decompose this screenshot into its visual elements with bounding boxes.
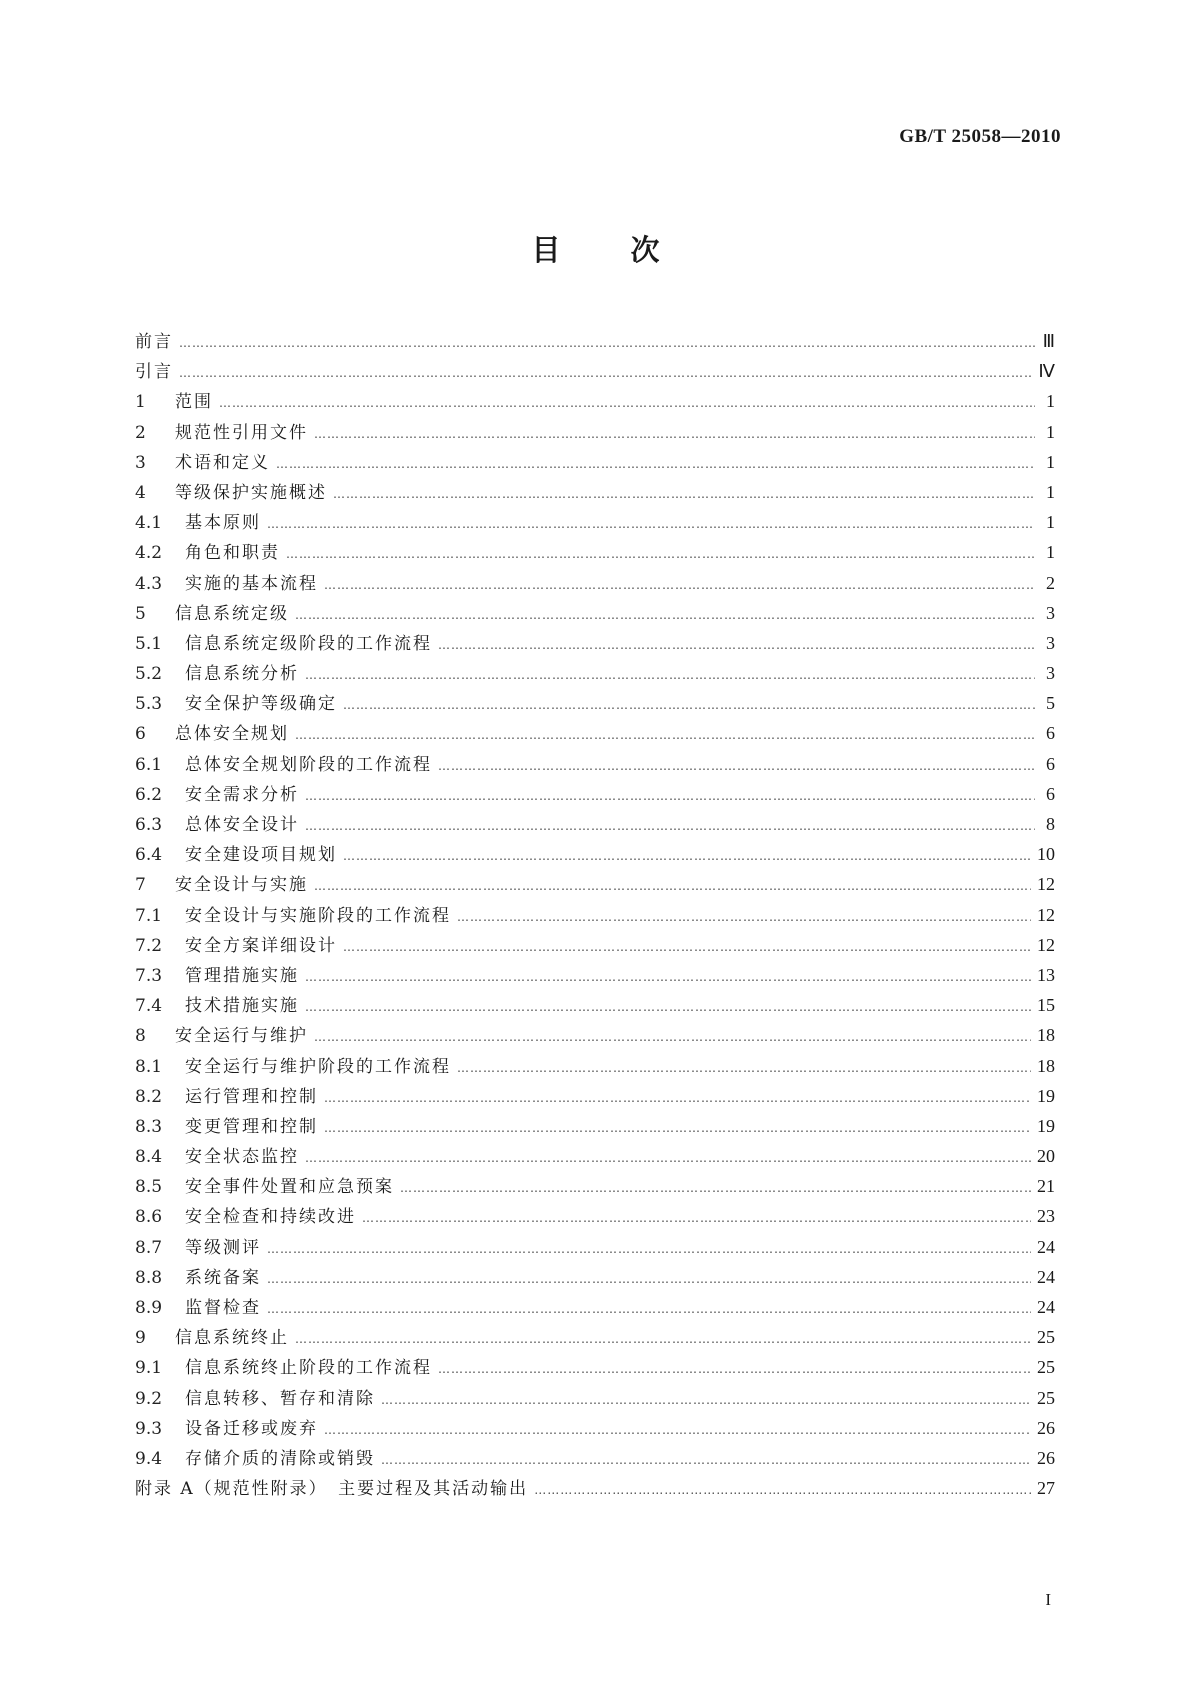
- toc-entry[interactable]: [135, 386, 1055, 416]
- toc-entry-page: 15: [1037, 995, 1055, 1016]
- toc-entry[interactable]: [135, 1111, 1055, 1141]
- toc-entry-number: 4.1: [135, 513, 163, 534]
- toc-leader-dots: [438, 630, 1035, 660]
- toc-leader-dots: [305, 1143, 1031, 1173]
- toc-leader-dots: [314, 419, 1035, 449]
- toc-entry[interactable]: [135, 1171, 1055, 1201]
- toc-entry-number: 8.9: [135, 1298, 163, 1318]
- toc-leader-dots: [324, 1083, 1031, 1113]
- toc-entry-title: 安全检查和持续改进: [185, 1207, 356, 1228]
- toc-entry-page: 25: [1037, 1357, 1055, 1378]
- toc-leader-dots: [286, 539, 1035, 569]
- toc-leader-dots: [267, 1264, 1031, 1294]
- toc-entry-title: 引言: [135, 362, 173, 383]
- toc-leader-dots: [438, 751, 1035, 781]
- toc-entry[interactable]: [135, 1383, 1055, 1413]
- toc-entry-title: 等级测评: [185, 1237, 261, 1258]
- toc-entry-number: 9.3: [135, 1418, 163, 1439]
- toc-entry[interactable]: [135, 779, 1055, 809]
- toc-entry-number: 2: [135, 422, 146, 443]
- toc-entry-page: 1: [1046, 481, 1055, 502]
- toc-entry[interactable]: [135, 1262, 1055, 1292]
- toc-entry[interactable]: [135, 1232, 1055, 1262]
- toc-leader-dots: [400, 1173, 1031, 1203]
- toc-entry[interactable]: [135, 990, 1055, 1020]
- toc-entry-page: 10: [1037, 844, 1055, 865]
- toc-entry-page: 24: [1037, 1297, 1055, 1317]
- toc-entry-title: 安全方案详细设计: [185, 935, 337, 956]
- toc-entry-page: Ⅲ: [1042, 331, 1055, 351]
- toc-entry[interactable]: [135, 839, 1055, 869]
- toc-entry-page: 12: [1037, 934, 1055, 955]
- toc-entry-title: 附录 A（规范性附录） 主要过程及其活动输出: [135, 1479, 529, 1500]
- toc-entry-title: 安全事件处置和应急预案: [185, 1177, 394, 1198]
- toc-entry-title: 术语和定义: [175, 452, 270, 473]
- toc-entry-page: 8: [1046, 814, 1055, 834]
- toc-entry-page: 13: [1037, 964, 1055, 985]
- toc-leader-dots: [534, 1475, 1031, 1505]
- toc-entry[interactable]: [135, 1081, 1055, 1111]
- toc-entry-title: 安全设计与实施阶段的工作流程: [185, 905, 451, 926]
- toc-leader-dots: [314, 1022, 1031, 1052]
- toc-leader-dots: [305, 660, 1035, 690]
- toc-leader-dots: [305, 992, 1031, 1022]
- toc-entry[interactable]: [135, 1201, 1055, 1231]
- toc-entry-title: 运行管理和控制: [185, 1086, 318, 1107]
- toc-entry-page: 26: [1037, 1447, 1055, 1468]
- toc-entry-page: 1: [1046, 451, 1055, 472]
- toc-entry[interactable]: [135, 688, 1055, 718]
- toc-entry-number: 8.3: [135, 1116, 163, 1137]
- toc-entry-title: 信息系统终止阶段的工作流程: [185, 1358, 432, 1379]
- toc-entry-number: 8.2: [135, 1086, 163, 1107]
- toc-entry-number: 5.3: [135, 694, 163, 715]
- toc-leader-dots: [179, 328, 1035, 358]
- toc-entry-number: 8.7: [135, 1237, 163, 1258]
- toc-entry-page: 19: [1037, 1115, 1055, 1136]
- toc-entry-number: 8.5: [135, 1177, 163, 1198]
- toc-entry-number: 7.4: [135, 996, 163, 1017]
- toc-entry-title: 实施的基本流程: [185, 573, 318, 594]
- toc-entry-title: 存储介质的清除或销毁: [185, 1448, 375, 1469]
- toc-leader-dots: [343, 690, 1035, 720]
- toc-entry[interactable]: [135, 1443, 1055, 1473]
- toc-entry[interactable]: [135, 869, 1055, 899]
- toc-entry[interactable]: [135, 1473, 1055, 1503]
- toc-entry-page: 24: [1037, 1236, 1055, 1257]
- toc-leader-dots: [267, 1294, 1031, 1324]
- toc-entry-number: 1: [135, 392, 146, 413]
- toc-leader-dots: [305, 811, 1035, 841]
- toc-entry[interactable]: [135, 1141, 1055, 1171]
- toc-leader-dots: [314, 871, 1031, 901]
- toc-entry-page: 27: [1037, 1478, 1055, 1499]
- toc-entry-title: 技术措施实施: [185, 996, 299, 1017]
- toc-entry[interactable]: [135, 1292, 1055, 1322]
- toc-entry-number: 7.3: [135, 965, 163, 986]
- toc-entry-page: 3: [1046, 632, 1055, 653]
- toc-entry-title: 总体安全设计: [185, 815, 299, 835]
- toc-entry[interactable]: [135, 718, 1055, 748]
- toc-entry-page: 18: [1037, 1025, 1055, 1046]
- toc-entry[interactable]: [135, 477, 1055, 507]
- toc-entry-number: 7: [135, 875, 146, 896]
- toc-entry-page: 6: [1046, 753, 1055, 774]
- toc-entry-page: 5: [1046, 693, 1055, 714]
- toc-entry-title: 安全需求分析: [185, 784, 299, 805]
- toc-entry[interactable]: [135, 447, 1055, 477]
- toc-leader-dots: [381, 1385, 1031, 1415]
- toc-entry-title: 等级保护实施概述: [175, 482, 327, 503]
- toc-title: 目次: [531, 233, 730, 267]
- toc-entry-title: 监督检查: [185, 1298, 261, 1318]
- toc-entry-page: 3: [1046, 663, 1055, 684]
- toc-leader-dots: [324, 1415, 1031, 1445]
- toc-entry-title: 信息系统定级: [175, 603, 289, 624]
- toc-entry[interactable]: [135, 1051, 1055, 1081]
- toc-entry-number: 6.3: [135, 815, 163, 835]
- toc-leader-dots: [362, 1203, 1031, 1233]
- toc-entry-title: 前言: [135, 332, 173, 352]
- toc-entry[interactable]: [135, 1413, 1055, 1443]
- toc-entry[interactable]: [135, 900, 1055, 930]
- toc-entry[interactable]: [135, 749, 1055, 779]
- toc-entry[interactable]: [135, 809, 1055, 839]
- table-of-contents: [135, 326, 1055, 1503]
- toc-entry-number: 6.1: [135, 754, 163, 775]
- toc-leader-dots: [457, 902, 1031, 932]
- toc-entry[interactable]: [135, 568, 1055, 598]
- toc-entry[interactable]: [135, 417, 1055, 447]
- toc-entry-title: 系统备案: [185, 1267, 261, 1288]
- toc-entry-number: 7.1: [135, 905, 163, 926]
- toc-entry-page: 26: [1037, 1417, 1055, 1438]
- toc-entry-page: 24: [1037, 1266, 1055, 1287]
- toc-entry-page: 18: [1037, 1055, 1055, 1076]
- toc-leader-dots: [295, 600, 1035, 630]
- toc-entry-number: 9.4: [135, 1448, 163, 1469]
- toc-entry-number: 9.2: [135, 1388, 163, 1409]
- toc-entry-page: 1: [1046, 542, 1055, 563]
- toc-entry-page: 20: [1037, 1146, 1055, 1167]
- toc-entry-page: 21: [1037, 1176, 1055, 1197]
- toc-entry-number: 5.1: [135, 633, 163, 654]
- toc-entry-number: 8.6: [135, 1207, 163, 1228]
- toc-entry-page: 3: [1046, 602, 1055, 623]
- toc-leader-dots: [381, 1445, 1031, 1475]
- toc-entry-title: 信息转移、暂存和清除: [185, 1388, 375, 1409]
- toc-entry-page: Ⅳ: [1038, 361, 1055, 382]
- toc-leader-dots: [305, 781, 1035, 811]
- toc-entry-number: 6.4: [135, 845, 163, 866]
- toc-entry-title: 范围: [175, 392, 213, 413]
- toc-leader-dots: [219, 388, 1035, 418]
- toc-entry-page: 23: [1037, 1206, 1055, 1227]
- toc-leader-dots: [179, 358, 1032, 388]
- toc-entry-number: 7.2: [135, 935, 163, 956]
- toc-entry-title: 安全状态监控: [185, 1147, 299, 1168]
- toc-entry[interactable]: [135, 598, 1055, 628]
- toc-entry[interactable]: [135, 356, 1055, 386]
- toc-entry-page: 19: [1037, 1085, 1055, 1106]
- toc-entry-title: 规范性引用文件: [175, 422, 308, 443]
- toc-entry-title: 设备迁移或废弃: [185, 1418, 318, 1439]
- toc-entry[interactable]: [135, 628, 1055, 658]
- toc-leader-dots: [324, 1113, 1031, 1143]
- toc-entry-page: 1: [1046, 421, 1055, 442]
- toc-entry-number: 9: [135, 1328, 146, 1349]
- toc-entry-page: 25: [1037, 1387, 1055, 1408]
- toc-entry-title: 安全运行与维护: [175, 1026, 308, 1047]
- toc-entry-title: 信息系统定级阶段的工作流程: [185, 633, 432, 654]
- toc-entry[interactable]: [135, 507, 1055, 537]
- toc-entry-number: 8.4: [135, 1147, 163, 1168]
- page-number: I: [1045, 1590, 1051, 1609]
- toc-entry-number: 8.1: [135, 1056, 163, 1077]
- toc-entry[interactable]: [135, 1020, 1055, 1050]
- toc-entry-page: 12: [1037, 904, 1055, 925]
- toc-entry-number: 4: [135, 482, 146, 503]
- toc-entry-title: 管理措施实施: [185, 965, 299, 986]
- toc-entry[interactable]: [135, 1352, 1055, 1382]
- toc-entry-page: 2: [1046, 572, 1055, 593]
- toc-entry[interactable]: [135, 537, 1055, 567]
- toc-entry-number: 8: [135, 1026, 146, 1047]
- toc-leader-dots: [276, 449, 1035, 479]
- toc-entry-number: 3: [135, 452, 146, 473]
- toc-entry-page: 1: [1046, 391, 1055, 412]
- toc-entry-title: 总体安全规划阶段的工作流程: [185, 754, 432, 775]
- toc-leader-dots: [457, 1053, 1031, 1083]
- toc-leader-dots: [438, 1354, 1031, 1384]
- toc-leader-dots: [295, 1324, 1031, 1354]
- toc-entry-title: 变更管理和控制: [185, 1116, 318, 1137]
- toc-entry-page: 6: [1046, 723, 1055, 744]
- toc-leader-dots: [333, 479, 1035, 509]
- toc-entry-title: 安全设计与实施: [175, 875, 308, 896]
- toc-entry-number: 6.2: [135, 784, 163, 805]
- toc-entry[interactable]: [135, 658, 1055, 688]
- toc-entry-title: 角色和职责: [185, 543, 280, 564]
- toc-entry-number: 8.8: [135, 1267, 163, 1288]
- toc-leader-dots: [343, 841, 1031, 871]
- toc-entry-number: 5.2: [135, 664, 163, 685]
- toc-entry-title: 安全保护等级确定: [185, 694, 337, 715]
- toc-entry-number: 9.1: [135, 1358, 163, 1379]
- toc-leader-dots: [295, 720, 1035, 750]
- toc-entry-page: 6: [1046, 783, 1055, 804]
- toc-entry-page: 12: [1037, 874, 1055, 895]
- toc-entry-number: 5: [135, 603, 146, 624]
- toc-leader-dots: [324, 570, 1035, 600]
- toc-entry[interactable]: [135, 326, 1055, 356]
- toc-entry-page: 1: [1046, 512, 1055, 533]
- toc-entry-title: 安全建设项目规划: [185, 845, 337, 866]
- toc-leader-dots: [267, 1234, 1031, 1264]
- toc-entry-number: 6: [135, 724, 146, 745]
- toc-entry-title: 总体安全规划: [175, 724, 289, 745]
- toc-entry-number: 4.2: [135, 543, 163, 564]
- standard-number: GB/T 25058—2010: [899, 126, 1061, 147]
- toc-entry[interactable]: [135, 1322, 1055, 1352]
- toc-entry[interactable]: [135, 930, 1055, 960]
- toc-leader-dots: [343, 932, 1031, 962]
- toc-leader-dots: [267, 509, 1035, 539]
- toc-entry-title: 安全运行与维护阶段的工作流程: [185, 1056, 451, 1077]
- toc-leader-dots: [305, 962, 1031, 992]
- toc-entry-title: 信息系统分析: [185, 664, 299, 685]
- toc-entry-number: 4.3: [135, 573, 163, 594]
- toc-entry[interactable]: [135, 960, 1055, 990]
- toc-entry-title: 基本原则: [185, 513, 261, 534]
- toc-entry-page: 25: [1037, 1327, 1055, 1348]
- toc-entry-title: 信息系统终止: [175, 1328, 289, 1349]
